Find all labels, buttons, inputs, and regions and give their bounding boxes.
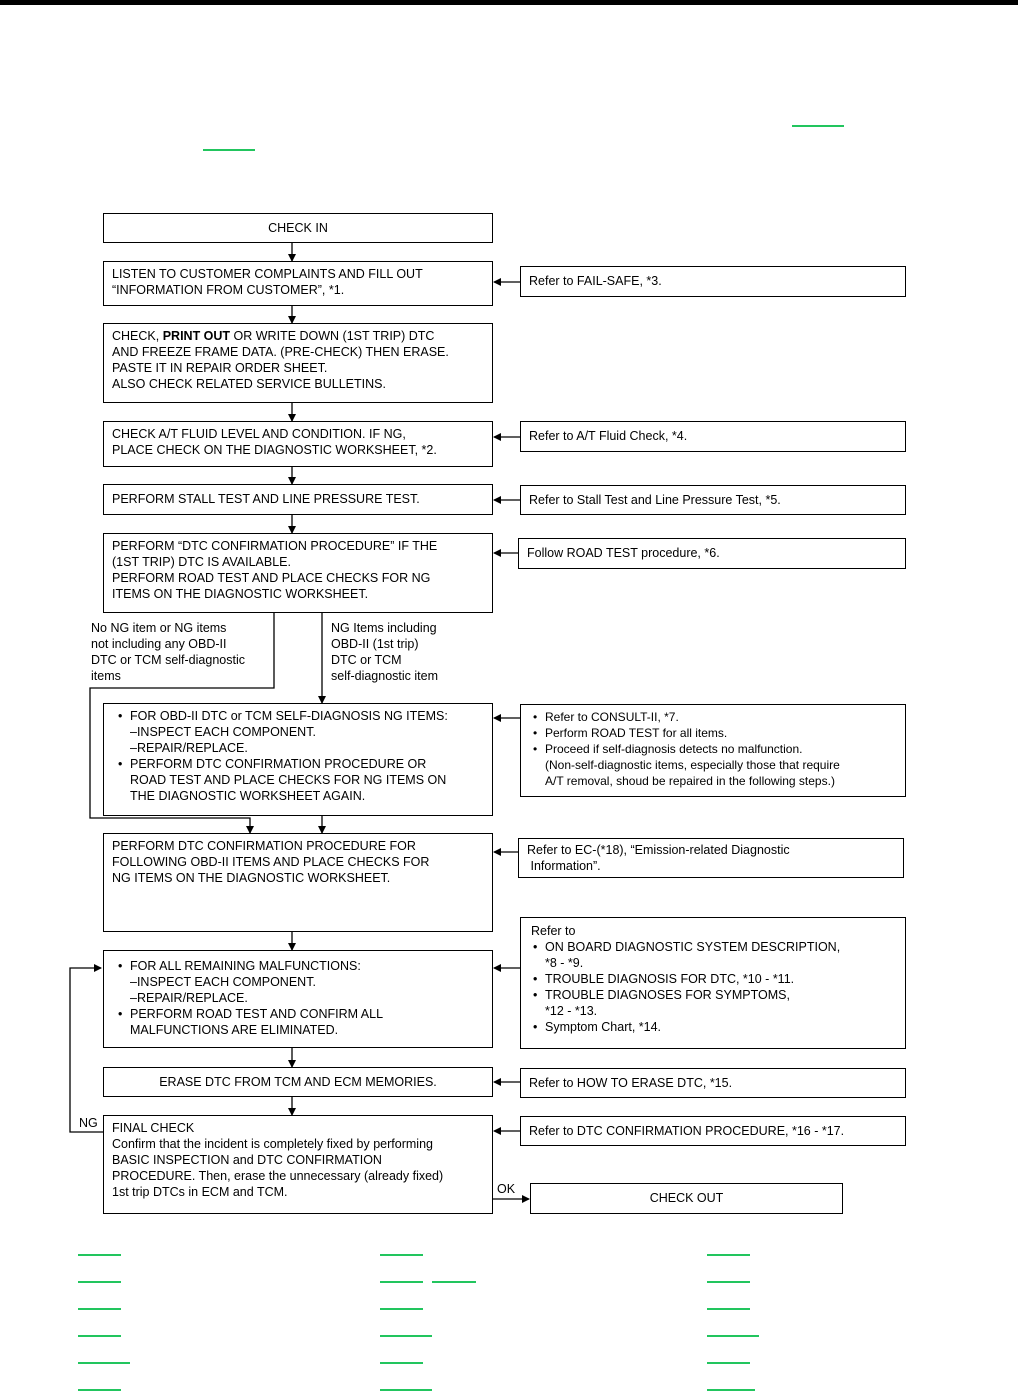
- final-line-3: BASIC INSPECTION and DTC CONFIRMATION: [112, 1153, 382, 1167]
- consult-bullet-3: • Proceed if self-diagnosis detects no malfunction.: [531, 741, 897, 757]
- refer-to-bullet-3: • TROUBLE DIAGNOSES FOR SYMPTOMS,: [531, 987, 897, 1003]
- listen-line-2: “INFORMATION FROM CUSTOMER”, *1.: [112, 283, 345, 297]
- branch-right-line-1: NG Items including: [331, 621, 437, 635]
- ng-label: NG: [79, 1116, 98, 1130]
- branch-left-line-1: No NG item or NG items: [91, 621, 227, 635]
- ref-erase-dtc-box: [520, 1068, 906, 1098]
- link-underline[interactable]: [380, 1281, 423, 1283]
- branch-right-line-3: DTC or TCM: [331, 653, 402, 667]
- stall-box: [103, 484, 493, 515]
- ref-road-test-box: [518, 538, 906, 569]
- consult-bullet-1: • Refer to CONSULT-II, *7.: [531, 709, 897, 725]
- check-print-line-4: ALSO CHECK RELATED SERVICE BULLETINS.: [112, 377, 386, 391]
- fluid-box: [103, 421, 493, 467]
- ref-fluid-check-label: Refer to A/T Fluid Check, *4.: [529, 429, 688, 443]
- dtc-confirm-line-3: PERFORM ROAD TEST AND PLACE CHECKS FOR NG: [112, 571, 431, 585]
- ref-refer-to-box: [520, 917, 906, 1049]
- ref-dtc-proc-label: Refer to DTC CONFIRMATION PROCEDURE, *16 - *17.: [529, 1124, 845, 1138]
- link-underline[interactable]: [78, 1362, 130, 1364]
- check-print-box: [103, 323, 493, 403]
- remaining-sub-2: –REPAIR/REPLACE.: [130, 991, 248, 1005]
- link-underline[interactable]: [380, 1362, 423, 1364]
- print-out-emphasis: PRINT OUT: [162, 329, 231, 343]
- link-underline[interactable]: [380, 1389, 432, 1391]
- refer-to-title: Refer to: [531, 924, 576, 938]
- check-print-line-3: PASTE IT IN REPAIR ORDER SHEET.: [112, 361, 328, 375]
- following-obd-line-3: NG ITEMS ON THE DIAGNOSTIC WORKSHEET.: [112, 871, 391, 885]
- listen-line-1: LISTEN TO CUSTOMER COMPLAINTS AND FILL OUT: [112, 267, 423, 281]
- link-underline[interactable]: [78, 1281, 121, 1283]
- ref-ec-line-1: Refer to EC-(*18), “Emission-related Diagnostic: [527, 843, 790, 857]
- dtc-confirm-line-4: ITEMS ON THE DIAGNOSTIC WORKSHEET.: [112, 587, 369, 601]
- obd-bullet-2-cont-1: ROAD TEST AND PLACE CHECKS FOR NG ITEMS ON: [130, 773, 447, 787]
- final-line-4: PROCEDURE. Then, erase the unnecessary (already fixed): [112, 1169, 444, 1183]
- ref-stall-test-label: Refer to Stall Test and Line Pressure Test, *5.: [529, 493, 781, 507]
- link-underline[interactable]: [78, 1308, 121, 1310]
- link-underline[interactable]: [707, 1335, 759, 1337]
- link-underline[interactable]: [78, 1335, 121, 1337]
- dtc-confirm-line-1: PERFORM “DTC CONFIRMATION PROCEDURE” IF THE: [112, 539, 438, 553]
- ref-road-test-label: Follow ROAD TEST procedure, *6.: [527, 546, 720, 560]
- remaining-bullet-1: • FOR ALL REMAINING MALFUNCTIONS:: [116, 958, 484, 974]
- branch-right-line-4: self-diagnostic item: [331, 669, 438, 683]
- obd-sub-2: –REPAIR/REPLACE.: [130, 741, 248, 755]
- link-underline[interactable]: [707, 1254, 750, 1256]
- ref-consult-box: [520, 704, 906, 797]
- following-obd-line-1: PERFORM DTC CONFIRMATION PROCEDURE FOR: [112, 839, 416, 853]
- erase-box: [103, 1067, 493, 1097]
- link-underline[interactable]: [78, 1389, 121, 1391]
- refer-to-bullet-3-cont: *12 - *13.: [545, 1004, 598, 1018]
- branch-left-line-3: DTC or TCM self-diagnostic: [91, 653, 245, 667]
- ref-erase-dtc-label: Refer to HOW TO ERASE DTC, *15.: [529, 1076, 733, 1090]
- refer-to-bullet-2: • TROUBLE DIAGNOSIS FOR DTC, *10 - *11.: [531, 971, 897, 987]
- ref-failsafe-box: [520, 266, 906, 297]
- stall-label: PERFORM STALL TEST AND LINE PRESSURE TEST.: [112, 492, 420, 506]
- refer-to-bullet-4: • Symptom Chart, *14.: [531, 1019, 897, 1035]
- link-underline[interactable]: [380, 1254, 423, 1256]
- branch-left-line-4: items: [91, 669, 121, 683]
- check-out-label: CHECK OUT: [649, 1191, 724, 1205]
- consult-bullet-2: • Perform ROAD TEST for all items.: [531, 725, 897, 741]
- refer-to-bullet-1: • ON BOARD DIAGNOSTIC SYSTEM DESCRIPTION,: [531, 939, 897, 955]
- obd-bullet-2-cont-2: THE DIAGNOSTIC WORKSHEET AGAIN.: [130, 789, 366, 803]
- refer-to-bullet-1-cont: *8 - *9.: [545, 956, 584, 970]
- link-underline[interactable]: [380, 1308, 423, 1310]
- check-print-line-2: AND FREEZE FRAME DATA. (PRE-CHECK) THEN ERASE.: [112, 345, 449, 359]
- link-underline[interactable]: [432, 1281, 476, 1283]
- link-underline[interactable]: [707, 1308, 750, 1310]
- link-underline[interactable]: [707, 1389, 755, 1391]
- obd-items-box: [103, 703, 493, 816]
- ref-stall-test-box: [520, 485, 906, 515]
- fluid-line-2: PLACE CHECK ON THE DIAGNOSTIC WORKSHEET, *2.: [112, 443, 437, 457]
- check-out-box: [530, 1183, 843, 1214]
- link-underline[interactable]: [707, 1281, 750, 1283]
- final-line-2: Confirm that the incident is completely fixed by performing: [112, 1137, 433, 1151]
- consult-bullet-3-cont-1: (Non-self-diagnostic items, especially those that require: [545, 758, 840, 772]
- remaining-bullet-2: • PERFORM ROAD TEST AND CONFIRM ALL: [116, 1006, 484, 1022]
- ref-ec-line-2: Information”.: [527, 859, 601, 873]
- link-underline[interactable]: [380, 1335, 432, 1337]
- remaining-sub-1: –INSPECT EACH COMPONENT.: [130, 975, 316, 989]
- check-print-post: OR WRITE DOWN (1ST TRIP) DTC: [230, 329, 435, 343]
- listen-box: [103, 261, 493, 306]
- ref-dtc-proc-box: [520, 1116, 906, 1146]
- branch-label-left: [91, 620, 245, 684]
- branch-right-line-2: OBD-II (1st trip): [331, 637, 419, 651]
- fluid-line-1: CHECK A/T FLUID LEVEL AND CONDITION. IF NG,: [112, 427, 406, 441]
- check-print-line-1: [112, 328, 484, 344]
- obd-bullet-2: • PERFORM DTC CONFIRMATION PROCEDURE OR: [116, 756, 484, 772]
- dtc-confirm-box: [103, 533, 493, 613]
- ok-label: OK: [497, 1182, 516, 1196]
- obd-bullet-1: • FOR OBD-II DTC or TCM SELF-DIAGNOSIS NG ITEMS:: [116, 708, 484, 724]
- branch-label-right: [331, 620, 438, 684]
- remaining-bullet-2-cont: MALFUNCTIONS ARE ELIMINATED.: [130, 1023, 339, 1037]
- following-obd-line-2: FOLLOWING OBD-II ITEMS AND PLACE CHECKS FOR: [112, 855, 430, 869]
- final-line-5: 1st trip DTCs in ECM and TCM.: [112, 1185, 288, 1199]
- check-in-box: [103, 213, 493, 243]
- ref-failsafe-label: Refer to FAIL-SAFE, *3.: [529, 274, 662, 288]
- obd-sub-1: –INSPECT EACH COMPONENT.: [130, 725, 316, 739]
- final-check-box: [103, 1115, 493, 1214]
- consult-bullet-3-cont-2: A/T removal, shoud be repaired in the following steps.): [545, 774, 835, 788]
- final-line-1: FINAL CHECK: [112, 1121, 195, 1135]
- erase-label: ERASE DTC FROM TCM AND ECM MEMORIES.: [159, 1075, 437, 1089]
- ref-ec-box: [518, 838, 904, 878]
- link-underline[interactable]: [78, 1254, 121, 1256]
- remaining-box: [103, 950, 493, 1048]
- dtc-confirm-line-2: (1ST TRIP) DTC IS AVAILABLE.: [112, 555, 291, 569]
- check-in-label: CHECK IN: [268, 221, 328, 235]
- link-underline[interactable]: [707, 1362, 750, 1364]
- following-obd-box: [103, 833, 493, 932]
- check-print-pre: CHECK,: [112, 329, 163, 343]
- ref-fluid-check-box: [520, 421, 906, 452]
- branch-left-line-2: not including any OBD-II: [91, 637, 227, 651]
